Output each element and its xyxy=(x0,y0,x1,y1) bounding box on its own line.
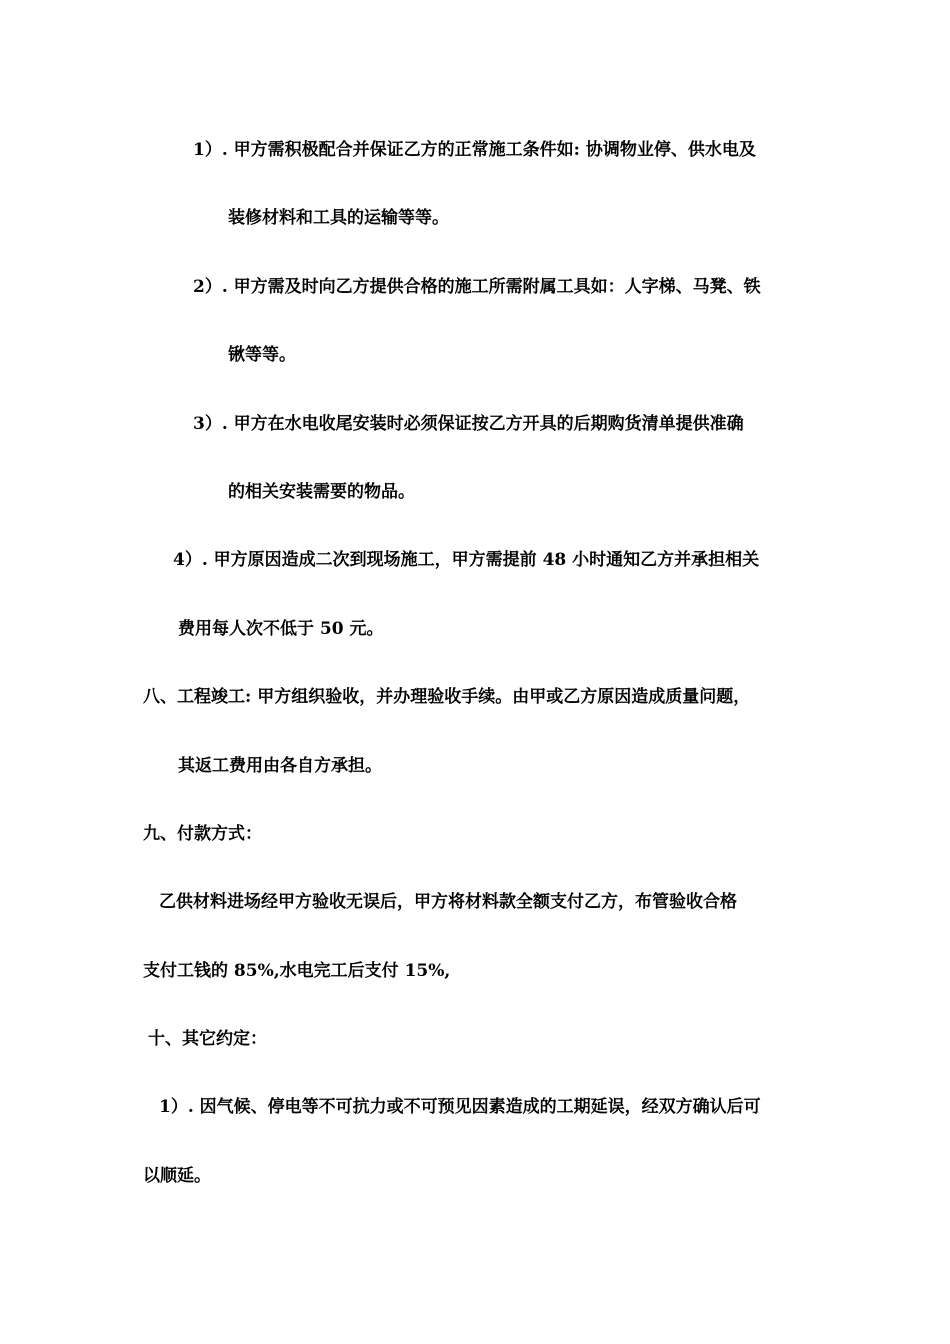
section-9-body-line-2: 支付工钱的 85%,水电完工后支付 15%, xyxy=(143,961,451,981)
clause-7-3-line-1: 3）. 甲方在水电收尾安装时必须保证按乙方开具的后期购货清单提供准确 xyxy=(193,414,744,434)
clause-7-3-line-2: 的相关安装需要的物品。 xyxy=(228,482,415,502)
clause-7-4-line-2: 费用每人次不低于 50 元。 xyxy=(178,619,384,639)
clause-7-1-line-1: 1）. 甲方需积极配合并保证乙方的正常施工条件如: 协调物业停、供水电及 xyxy=(193,140,756,160)
section-9-heading: 九、付款方式： xyxy=(143,824,262,844)
clause-7-4-line-1: 4）. 甲方原因造成二次到现场施工，甲方需提前 48 小时通知乙方并承担相关 xyxy=(173,550,760,570)
section-10-heading: 十、其它约定： xyxy=(148,1029,267,1049)
section-9-body-line-1: 乙供材料进场经甲方验收无误后，甲方将材料款全额支付乙方，布管验收合格 xyxy=(159,892,737,912)
clause-7-2-line-1: 2）. 甲方需及时向乙方提供合格的施工所需附属工具如：人字梯、马凳、铁 xyxy=(193,277,761,297)
clause-7-1-line-2: 装修材料和工具的运输等等。 xyxy=(228,208,449,228)
section-8-line-2: 其返工费用由各自方承担。 xyxy=(178,756,382,776)
clause-10-1-line-2: 以顺延。 xyxy=(143,1166,211,1186)
clause-10-1-line-1: 1）. 因气候、停电等不可抗力或不可预见因素造成的工期延误，经双方确认后可 xyxy=(159,1097,761,1117)
section-8-line-1: 八、工程竣工: 甲方组织验收，并办理验收手续。由甲或乙方原因造成质量问题， xyxy=(143,687,751,707)
clause-7-2-line-2: 锹等等。 xyxy=(228,345,296,365)
